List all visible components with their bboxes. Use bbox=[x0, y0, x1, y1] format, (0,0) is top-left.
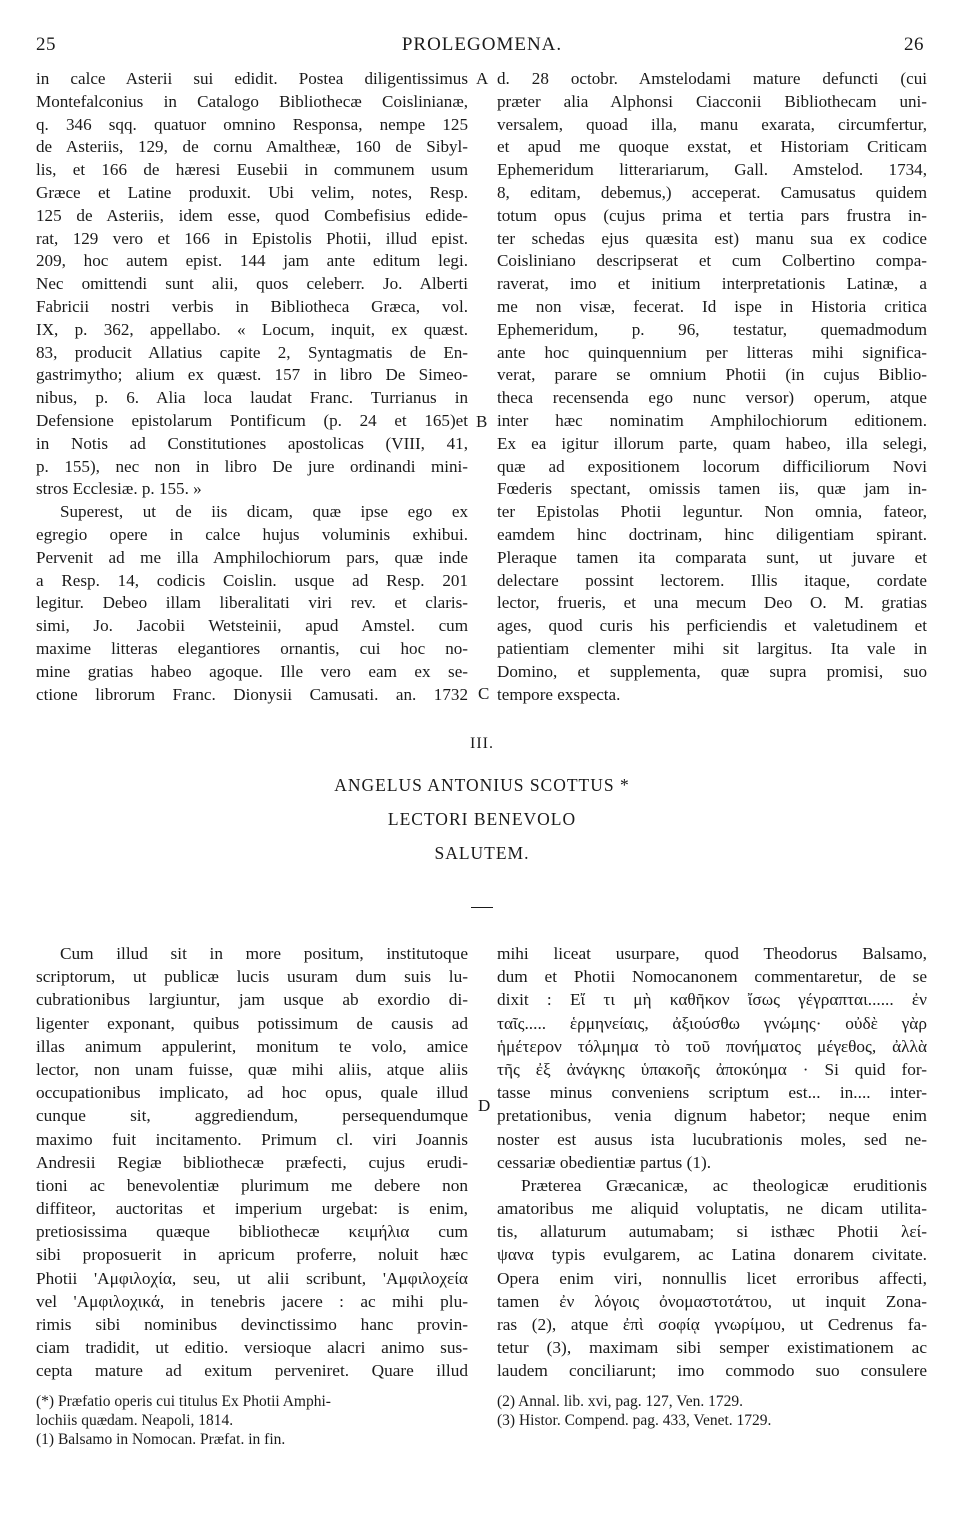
footnotes-right bbox=[497, 1392, 927, 1430]
text-line: ras (2), atque ἐπὶ σοφίᾳ γνωρίμου, ut Cedrenus fa- bbox=[497, 1315, 927, 1334]
text-line: IX, p. 362, appellabo. « Locum, inquit, ex quæst. bbox=[36, 319, 468, 339]
text-line: Domino, et supplementa, quæ supra promisi, suo bbox=[497, 661, 927, 681]
text-line: me non visæ, fecerat. Id ispe in Historia critica bbox=[497, 296, 927, 316]
text-line: Fœderis spectant, omissis tamen iis, quæ jam in- bbox=[497, 479, 927, 499]
text-line: occupationibus implicato, ad hoc opus, quale illud bbox=[36, 1083, 468, 1103]
text-line: cunque sit, aggrediendum, persequendumque bbox=[36, 1106, 468, 1126]
text-line: ctione librorum Franc. Dionysii Camusati. an. 1732 bbox=[36, 684, 468, 704]
margin-letter-c: C bbox=[478, 684, 490, 703]
text-line: Andresii Regiæ bibliothecæ præfecti, cujus erudi- bbox=[36, 1152, 468, 1172]
margin-letter-a: A bbox=[476, 69, 489, 88]
text-line: tis, allaturum autumabam; si isthæc Photii λεί- bbox=[497, 1222, 927, 1242]
footnote-line: (*) Præfatio operis cui titulus Ex Photii Amphi- bbox=[36, 1393, 331, 1410]
text-line: tamen ἐν λόγοις ὀνομαστοτάτου, ut inquit Zona- bbox=[497, 1291, 927, 1311]
column-d bbox=[497, 942, 927, 1383]
text-line: illas animum appulerint, monitum te volo, amice bbox=[36, 1036, 468, 1056]
text-line: cessariæ obedientiæ partus (1). bbox=[497, 1152, 712, 1172]
text-line: patientiam clementer mihi sit largitus. Ita vale in bbox=[497, 638, 927, 658]
footnote-line: (1) Balsamo in Nomocan. Præfat. in fin. bbox=[36, 1431, 286, 1448]
text-line: ἡμέτερον τόλμημα τὸ τοῦ πονήματος μέγεθος, ἀλλὰ bbox=[497, 1036, 927, 1056]
text-line: ciam tradidit, ut editio. versioque alacri animo sus- bbox=[36, 1338, 468, 1358]
text-line: lector, non unam fuisse, quæ mihi aliis, atque aliis bbox=[36, 1059, 468, 1079]
text-line: tempore exspecta. bbox=[497, 684, 621, 704]
text-line: in calce Asterii sui edidit. Postea diligentissimus bbox=[36, 69, 468, 88]
text-line: ταῖς..... ἑρμηνείαις, ἀξιούσθω γνώμης· οὐδὲ γὰρ bbox=[497, 1013, 927, 1033]
column-a bbox=[36, 68, 468, 706]
text-line: diffiteor, auctoritas et imperium urgebat: is enim, bbox=[36, 1199, 468, 1219]
text-line: ages, quod curis his perficiendis et valetudinem et bbox=[497, 616, 927, 636]
text-line: versalem, quoad illa, manu exarata, circumfertur, bbox=[497, 114, 927, 134]
text-line: Superest, ut de iis dicam, quæ ipse ego ex bbox=[60, 502, 468, 522]
section-addressee: LECTORI BENEVOLO bbox=[387, 809, 577, 829]
text-line: rat, 129 vero et 166 in Epistolis Photii, illud epist. bbox=[36, 228, 468, 248]
text-line: Pervenit ad me illa Amphilochiorum pars, quæ inde bbox=[36, 547, 468, 567]
text-line: Græce et Latine produxit. Ubi velim, notes, Resp. bbox=[36, 182, 468, 202]
text-line: ter schedas ejus quæsita est) manu sua ex codice bbox=[497, 228, 927, 248]
text-line: cepta mature ad exitum perveniret. Quare illud bbox=[36, 1361, 468, 1381]
section-salutation: SALUTEM. bbox=[434, 843, 530, 863]
text-line: vel 'Αμφιλοχικά, in tenebris jacere : ac mihi plu- bbox=[36, 1291, 468, 1311]
text-line: Cum illud sit in more positum, institutoque bbox=[60, 944, 468, 963]
text-line: tasse minus conveniens scriptum est... in.... inter- bbox=[497, 1083, 927, 1103]
text-line: tetur (3), maximam sibi semper existimationem ac bbox=[497, 1338, 927, 1358]
text-line: p. 155), nec non in libro De jure ordinandi mini- bbox=[36, 456, 468, 476]
text-line: Præterea Græcanicæ, ac theologicæ eruditionis bbox=[521, 1175, 927, 1195]
text-line: theca recensenda ego nunc versor) operum, atque bbox=[497, 388, 927, 408]
text-line: inter hæc nominatim Amphilochiorum editionem. bbox=[497, 410, 927, 430]
text-line: laudem conciliarunt; imo commodo suo consulere bbox=[497, 1361, 927, 1381]
text-line: noster est ausus ista lucubrationis moles, sed ne- bbox=[497, 1129, 927, 1149]
text-line: lis, et 166 de hæresi Eusebii in communem usum bbox=[36, 160, 468, 180]
text-line: verat, parare se omnium Photii (in cujus Biblio- bbox=[497, 365, 927, 385]
text-line: Montefalconius in Catalogo Bibliothecæ Coislinianæ, bbox=[36, 91, 468, 111]
text-line: dum et Photii Nomocanonem commentaretur, de se bbox=[497, 967, 927, 987]
text-line: ter Epistolas Photii leguntur. Non omnia, fateor, bbox=[497, 502, 927, 522]
running-title: PROLEGOMENA. bbox=[401, 34, 563, 55]
text-line: nibus, p. 6. Alia loca laudat Franc. Turrianus in bbox=[36, 388, 468, 408]
text-line: 8, editam, debemus,) acceperat. Camusatus quidem bbox=[497, 182, 927, 202]
text-line: in Notis ad Constitutiones apostolicas (VIII, 41, bbox=[36, 433, 468, 453]
text-line: lector, frueris, et una mecum Deo O. M. gratias bbox=[497, 593, 927, 613]
text-line: amatoribus me aliquid voluptatis, ne dicam utilita- bbox=[497, 1199, 927, 1219]
column-c bbox=[36, 942, 468, 1383]
text-line: Defensione epistolarum Pontificum (p. 24 et 165)et bbox=[36, 410, 468, 430]
text-line: Photii 'Αμφιλοχία, seu, ut alii scribunt, 'Αμφιλοχεία bbox=[36, 1268, 468, 1288]
text-line: eamdem hinc doctrinam, hinc diligentiam spirant. bbox=[497, 524, 927, 544]
text-line: de Asteriis, 129, de cornu Amaltheæ, 160 de Sibyl- bbox=[36, 137, 468, 157]
text-line: raverat, imo et initium interpretationis Latinæ, a bbox=[497, 274, 927, 294]
text-line: tioni ac benevolentiæ plurimum me debere non bbox=[36, 1175, 468, 1195]
text-line: totum opus (cujus prima et tertia pars frustra in- bbox=[497, 205, 927, 225]
text-line: d. 28 octobr. Amstelodami mature defuncti (cui bbox=[497, 69, 927, 88]
text-line: rimis sibi nominibus devinctissimo hanc provin- bbox=[36, 1315, 468, 1334]
text-line: præter alia Alphonsi Ciacconii Bibliothecam uni- bbox=[497, 91, 927, 111]
text-line: Fabricii nostri verbis in Bibliotheca Græca, vol. bbox=[36, 296, 468, 316]
text-line: dixit : Εἴ τι μὴ καθῆκον ἴσως γέγραπται...... ἐν bbox=[497, 990, 927, 1010]
text-line: Nec omittendi sunt alii, quos celeberr. Jo. Alberti bbox=[36, 274, 468, 294]
footnote-line: (3) Histor. Compend. pag. 433, Venet. 1729. bbox=[497, 1412, 772, 1429]
text-line: Pleraque tamen ita comparata sunt, ut juvare et bbox=[497, 547, 927, 567]
text-line: ante hoc quinquennium per litteras mihi significa- bbox=[497, 342, 927, 362]
footnote-line: (2) Annal. lib. xvi, pag. 127, Ven. 1729. bbox=[497, 1393, 743, 1410]
text-line: Ephemeridum litterariarum, Gall. Amstelod. 1734, bbox=[497, 160, 927, 180]
text-line: mine gratias habeo agoque. Ille vero eam ex se- bbox=[36, 661, 468, 681]
margin-letter-d: D bbox=[478, 1096, 491, 1115]
text-line: Opera enim viri, nonnullis licet erroribus affecti, bbox=[497, 1268, 927, 1288]
column-b bbox=[497, 68, 927, 706]
section-author: ANGELUS ANTONIUS SCOTTUS * bbox=[334, 775, 630, 795]
section-number: III. bbox=[470, 735, 494, 752]
text-line: a Resp. 14, codicis Coislin. usque ad Resp. 201 bbox=[36, 570, 468, 590]
footnote-line: lochiis quædam. Neapoli, 1814. bbox=[36, 1412, 234, 1429]
text-line: sibi proposuerit in apricum proferre, noluit hæc bbox=[36, 1245, 468, 1265]
text-line: scriptorum, ut publicæ lucis usuram dum suis lu- bbox=[36, 967, 468, 987]
text-line: gastrimytho; alium ex quæst. 157 in libro De Simeo- bbox=[36, 365, 468, 385]
text-line: 125 de Asteriis, idem esse, quod Combefisius edide- bbox=[36, 205, 468, 225]
text-line: Coisliniano descripserat et cum Colbertino compa- bbox=[497, 251, 927, 271]
text-line: Ex ea igitur illorum parte, quam habeo, illa selegi, bbox=[497, 433, 927, 453]
separator-rule bbox=[471, 907, 493, 908]
text-line: et apud me quoque exstat, et Historiam Criticam bbox=[497, 137, 927, 157]
text-line: delectare possint lectorem. Illis itaque, cordate bbox=[497, 570, 927, 590]
text-line: maximo fuit incitamento. Primum cl. viri Joannis bbox=[36, 1129, 468, 1149]
text-line: ψανα typis evulgarem, ac Latina donarem civitate. bbox=[497, 1245, 927, 1265]
margin-letter-b: B bbox=[476, 412, 488, 431]
text-line: mihi liceat usurpare, quod Theodorus Balsamo, bbox=[497, 944, 927, 963]
text-line: 83, producit Allatius capite 2, Syntagmatis de En- bbox=[36, 342, 468, 362]
text-line: pretationibus, venia dignum habetor; neque enim bbox=[497, 1106, 927, 1126]
text-line: stros Ecclesiæ. p. 155. » bbox=[36, 479, 202, 499]
text-line: simi, Jo. Jacobii Wetsteinii, apud Amstel. cum bbox=[36, 616, 468, 636]
left-page-number: 25 bbox=[36, 34, 56, 55]
text-line: maxime litteras elegantiores ornantis, cui hoc no- bbox=[36, 638, 468, 658]
text-line: ligenter exponant, quibus potissimum de causis ad bbox=[36, 1013, 468, 1033]
text-line: pretiosissima quæque bibliothecæ κειμήλια cum bbox=[36, 1222, 468, 1242]
right-page-number: 26 bbox=[904, 34, 924, 55]
text-line: egregio opere in calce hujus voluminis exhibui. bbox=[36, 524, 468, 544]
text-line: τῆς ἐξ ἀνάγκης ὑπακοῆς ἀποκύημα · Si quid for- bbox=[497, 1059, 927, 1079]
text-line: q. 346 sqq. quatuor omnino Responsa, nempe 125 bbox=[36, 114, 468, 134]
text-line: Ephemeridum, p. 96, testatur, quemadmodum bbox=[497, 319, 927, 339]
text-line: quæ ad expositionem locorum difficiliorum Novi bbox=[497, 456, 927, 476]
footnotes-left bbox=[36, 1392, 468, 1449]
text-line: 209, hoc autem epist. 144 jam ante editum legi. bbox=[36, 251, 468, 271]
text-line: cubrationibus largiuntur, jam usque ab exordio di- bbox=[36, 990, 468, 1010]
text-line: legitur. Debeo illam liberalitati viri rev. et claris- bbox=[36, 593, 468, 613]
